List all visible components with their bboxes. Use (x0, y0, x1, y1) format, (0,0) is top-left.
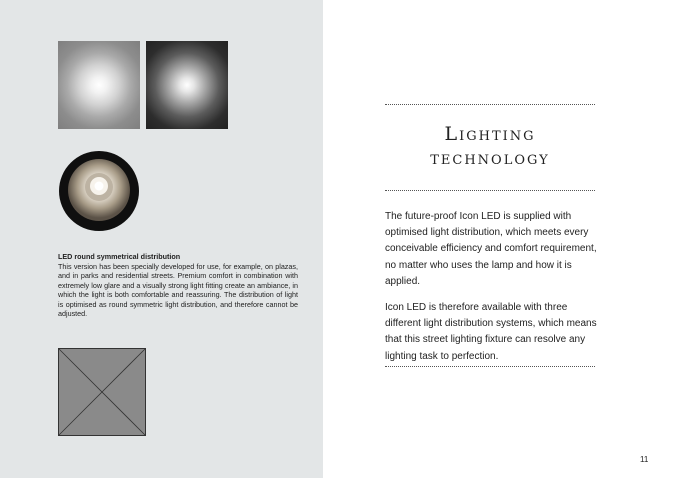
divider-top (385, 104, 595, 105)
caption (58, 252, 298, 319)
caption-body: This version has been specially developed for use, for example, on plazas, and in parks and residential streets. Premium comfort in combination with extremely low glare and a visually strong light fitting create an ambiance, in which the light is both comfortable and reassuring. The distribution of light is optimised as round symmetric light distribution, and therefore cannot be adjusted. (58, 261, 298, 318)
image-placeholder (58, 348, 146, 436)
title-line-1: Lighting (444, 123, 536, 145)
title-line-2: technology (430, 147, 550, 169)
led-lamp-photo (58, 150, 140, 232)
divider-bottom (385, 366, 595, 367)
page-number: 11 (640, 455, 649, 464)
page-title (385, 122, 595, 170)
left-page (0, 0, 323, 478)
light-distribution-image-dark (146, 41, 228, 129)
body-text (385, 209, 597, 375)
light-distribution-image-soft (58, 41, 140, 129)
paragraph-1: The future-proof Icon LED is supplied with optimised light distribution, which meets every conceivable efficiency and comfort requirement, no matter who uses the lamp and how it is applied. (385, 211, 597, 287)
divider-middle (385, 190, 595, 191)
caption-title: LED round symmetrical distribution (58, 252, 181, 261)
paragraph-2: Icon LED is therefore available with three different light distribution systems, which means that this street lighting fixture can resolve any lighting task to perfection. (385, 302, 597, 362)
